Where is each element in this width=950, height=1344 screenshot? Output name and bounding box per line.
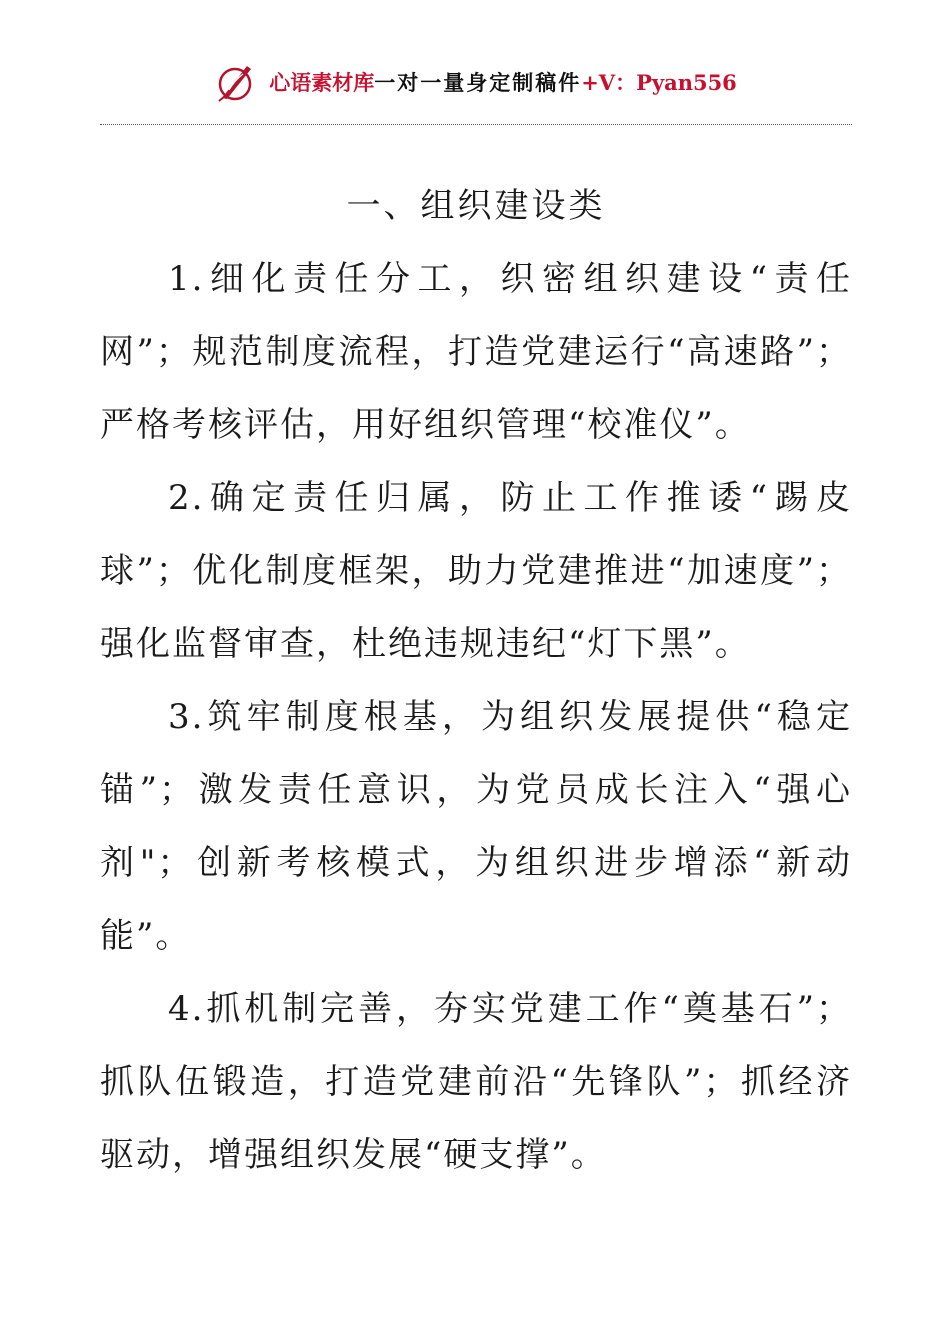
header-banner [269,67,737,97]
header-divider [100,124,852,125]
brand-name: 心语素材库 [269,70,375,95]
contact-info: +V：Pyan556 [581,70,737,95]
paragraph-3: 3.筑牢制度根基，为组织发展提供“稳定锚”；激发责任意识，为党员成长注入“强心剂"；创新考核模式，为组织进步增添“新动能”。 [100,697,852,956]
paragraph-1: 1.细化责任分工，织密组织建设“责任网”；规范制度流程，打造党建运行“高速路”；严格考核评估，用好组织管理“校准仪”。 [100,259,852,445]
page-header [0,56,950,108]
paragraph-4: 4.抓机制完善，夯实党建工作“奠基石”；抓队伍锻造，打造党建前沿“先锋队”；抓经济驱动，增强组织发展“硬支撑”。 [100,989,852,1175]
section-title: 一、组织建设类 [346,186,606,226]
slogan: 一对一量身定制稿件 [374,70,582,95]
quill-pen-circle-icon [213,60,257,104]
paragraph-2: 2.确定责任归属，防止工作推诿“踢皮球”；优化制度框架，助力党建推进“加速度”；强化监督审查，杜绝违规违纪“灯下黑”。 [100,478,852,664]
document-body [100,170,852,1192]
